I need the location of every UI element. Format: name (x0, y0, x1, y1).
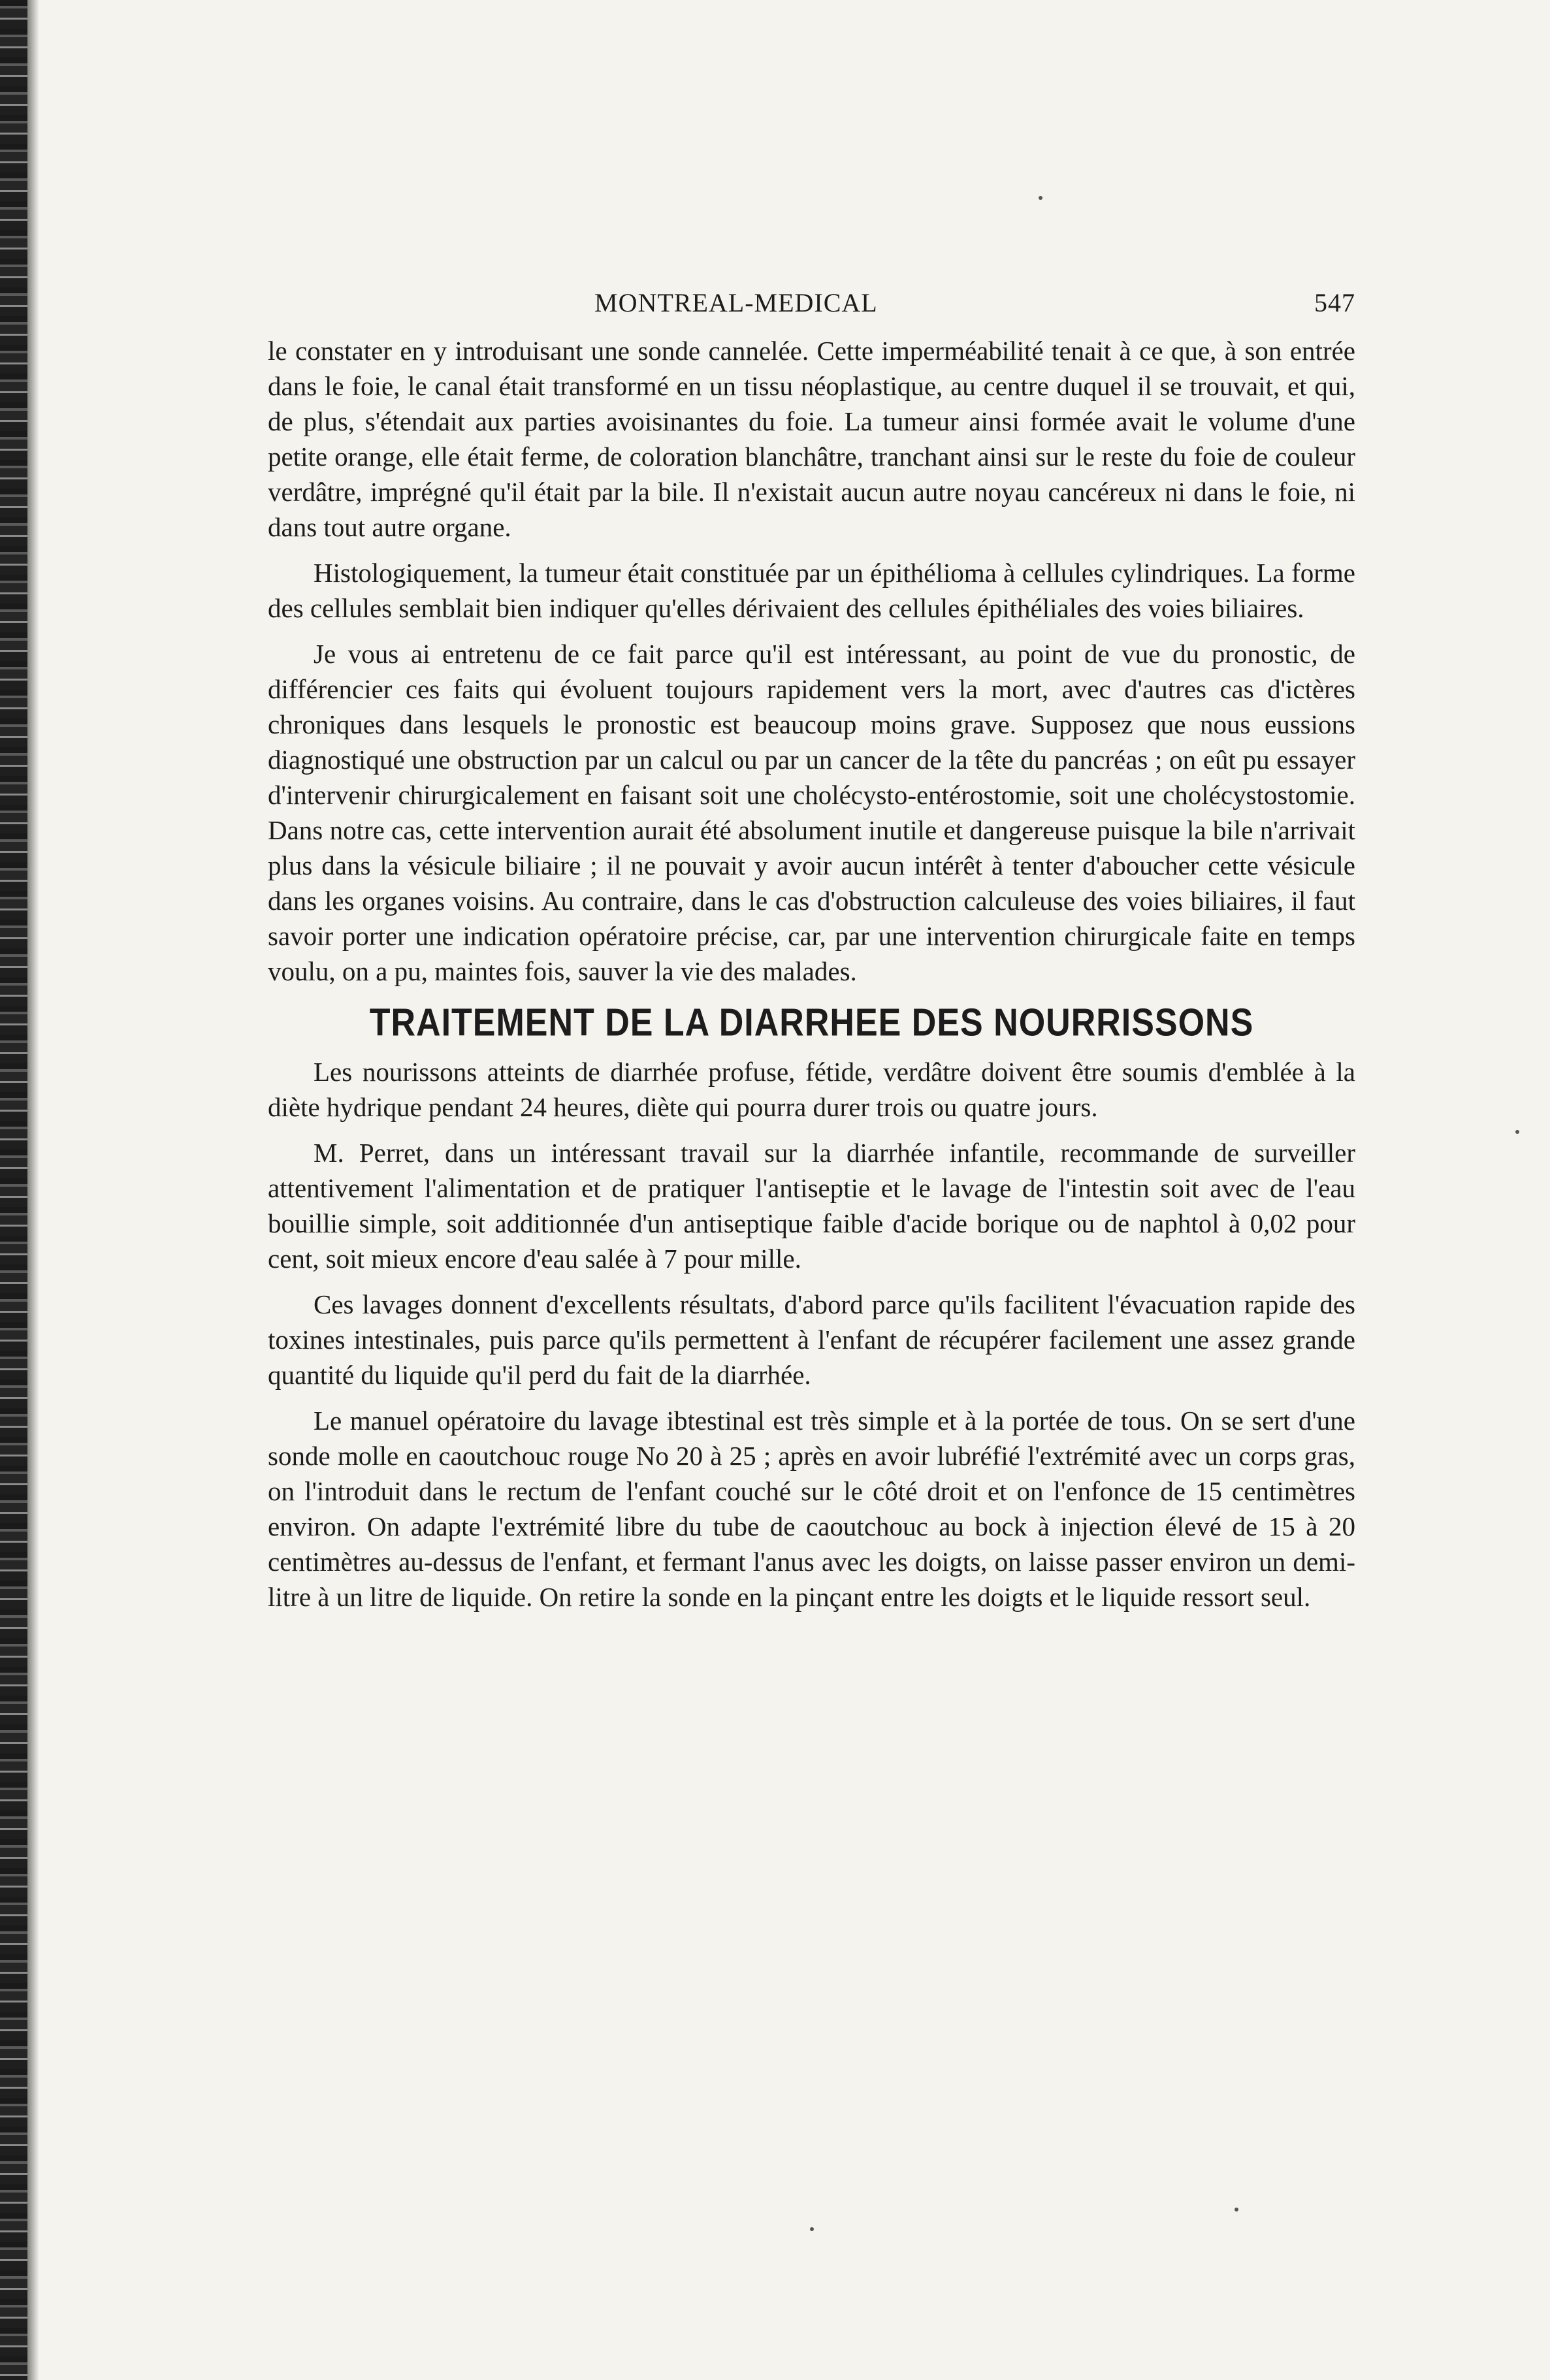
scan-speck (810, 2227, 814, 2231)
scan-binding-shadow (27, 0, 39, 2380)
section-paragraph-3: Ces lavages donnent d'excellents résultats, d'abord parce qu'ils facilitent l'évacuation rapide des toxines intestinales, puis parce qu'ils permettent à l'enfant de récupérer facilement une assez grande quantité du liquide qu'il perd du fait de la diarrhée. (268, 1289, 1355, 1390)
journal-page (268, 287, 1355, 1625)
scan-speck (1235, 2208, 1238, 2211)
page-number: 547 (1314, 288, 1355, 317)
section-paragraph-4: Le manuel opératoire du lavage ibtestinal est très simple et à la portée de tous. On se sert d'une sonde molle en caoutchouc rouge No 20 à 25 ; après en avoir lubréfié l'extrémité avec un corps gras, on l'introduit dans le rectum de l'enfant couché sur le côté droit et on l'enfonce de 15 centimètres environ. On adapte l'extrémité libre du tube de caoutchouc au bock à injection élevé de 15 à 20 centimètres au-dessus de l'enfant, et fermant l'anus avec les doigts, on laisse passer environ un demi-litre à un litre de liquide. On retire la sonde en la pinçant entre les doigts et le liquide ressort seul. (268, 1406, 1355, 1612)
section-title: TRAITEMENT DE LA DIARRHEE DES NOURRISSONS (369, 1001, 1254, 1045)
article-paragraph-1: le constater en y introduisant une sonde cannelée. Cette imperméabilité tenait à ce que, à son entrée dans le foie, le canal était transformé en un tissu néoplastique, au centre duquel il se trouvait, et qui, de plus, s'étendait aux parties avoisinantes du foie. La tumeur ainsi formée avait le volume d'une petite orange, elle était ferme, de coloration blanchâtre, tranchant ainsi sur le reste du foie de couleur verdâtre, imprégné qu'il était par la bile. Il n'existait aucun autre noyau cancéreux ni dans le foie, ni dans tout autre organe. (268, 336, 1355, 542)
running-title: MONTREAL-MEDICAL (594, 288, 878, 317)
article-paragraph-3: Je vous ai entretenu de ce fait parce qu'il est intéressant, au point de vue du pronostic, de différencier ces faits qui évoluent toujours rapidement vers la mort, avec d'autres cas d'ictères chroniques dans lesquels le pronostic est beaucoup moins grave. Supposez que nous eussions diagnostiqué une obstruction par un calcul ou par un cancer de la tête du pancréas ; on eût pu essayer d'intervenir chirurgicalement en faisant soit une cholécysto-entérostomie, soit une cholécystostomie. Dans notre cas, cette intervention aurait été absolument inutile et dangereuse puisque la bile n'arrivait plus dans la vésicule biliaire ; il ne pouvait y avoir aucun intérêt à tenter d'aboucher cette vésicule dans les organes voisins. Au contraire, dans le cas d'obstruction calculeuse des voies biliaires, il faut savoir porter une indication opératoire précise, car, par une intervention chirurgicale faite en temps voulu, on a pu, maintes fois, sauver la vie des malades. (268, 639, 1355, 986)
scan-speck (1039, 196, 1042, 200)
section-body (268, 1054, 1355, 1615)
running-head (268, 287, 1355, 333)
article-continuation (268, 333, 1355, 989)
scan-binding-edge (0, 0, 27, 2380)
scan-speck (1515, 1130, 1519, 1134)
section-paragraph-2: M. Perret, dans un intéressant travail sur la diarrhée infantile, recommande de surveiller attentivement l'alimentation et de pratiquer l'antiseptie et le lavage de l'intestin soit avec de l'eau bouillie simple, soit additionnée d'un antiseptique faible d'acide borique ou de naphtol à 0,02 pour cent, soit mieux encore d'eau salée à 7 pour mille. (268, 1138, 1355, 1274)
section-paragraph-1: Les nourissons atteints de diarrhée profuse, fétide, verdâtre doivent être soumis d'emblée à la diète hydrique pendant 24 heures, diète qui pourra durer trois ou quatre jours. (268, 1057, 1355, 1122)
article-paragraph-2: Histologiquement, la tumeur était constituée par un épithélioma à cellules cylindriques. La forme des cellules semblait bien indiquer qu'elles dérivaient des cellules épithéliales des voies biliaires. (268, 558, 1355, 623)
